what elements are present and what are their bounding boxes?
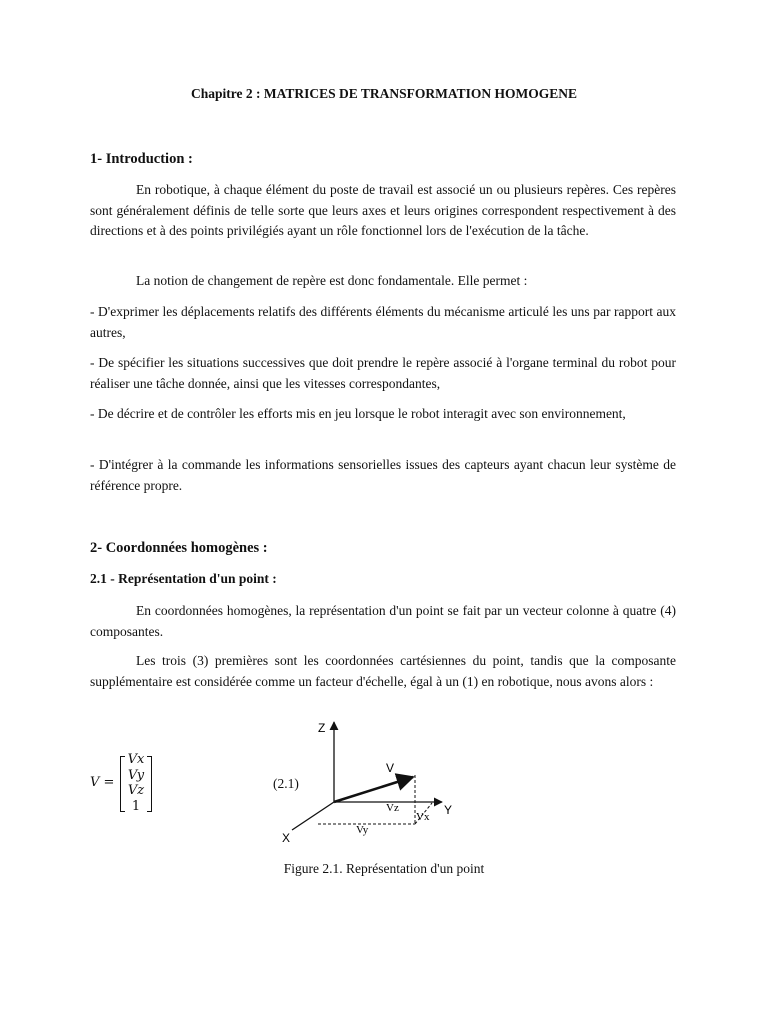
section-1-heading: 1- Introduction : (90, 151, 193, 167)
intro-paragraph: En robotique, à chaque élément du poste de travail est associé un ou plusieurs repères. Ces repères sont généralement définis de telle sorte que leurs axes et leurs origines correspondent respectivement à des directions et à des points privilégiés ayant un rôle fonctionnel lors de l'exécution de la tâche. (90, 182, 676, 238)
notion-paragraph: La notion de changement de repère est donc fondamentale. Elle permet : (136, 273, 528, 288)
equation-number: (2.1) (273, 776, 299, 791)
column-vector (120, 752, 152, 814)
vx-label: Vx (416, 811, 430, 823)
vector-component-y: Vy (127, 767, 145, 783)
vector-component-scale: 1 (131, 798, 141, 814)
right-bracket (147, 756, 152, 812)
section-2-heading: 2- Coordonnées homogènes : (90, 540, 268, 556)
bullet-item-1: - D'exprimer les déplacements relatifs des différents éléments du mécanisme articulé les uns par rapport aux autres, (90, 304, 676, 340)
point-representation-figure (270, 712, 470, 852)
vector-label: V (386, 761, 395, 775)
chapter-title: Chapitre 2 : MATRICES DE TRANSFORMATION HOMOGENE (190, 86, 578, 101)
components-paragraph: Les trois (3) premières sont les coordonnées cartésiennes du point, tandis que la composante supplémentaire est considérée comme un facteur d'échelle, égal à un (1) en robotique, nous avons alors : (90, 653, 676, 689)
bullet-item-2: - De spécifier les situations successives que doit prendre le repère associé à l'organe terminal du robot pour réaliser une tâche donnée, ainsi que les vitesses correspondantes, (90, 355, 676, 391)
subsection-2-1-heading: 2.1 - Représentation d'un point : (90, 571, 277, 586)
bullet-item-4: - D'intégrer à la commande les informations sensorielles issues des capteurs ayant chacun leur système de référence propre. (90, 457, 676, 493)
equation-lhs: V = (90, 775, 115, 790)
bullet-item-3: - De décrire et de contrôler les efforts mis en jeu lorsque le robot interagit avec son environnement, (90, 406, 626, 421)
vector-component-z: Vz (127, 783, 145, 798)
x-axis-label: X (282, 831, 291, 845)
z-axis-label: Z (318, 721, 326, 735)
y-axis-label: Y (444, 803, 453, 817)
figure-caption: Figure 2.1. Représentation d'un point (283, 861, 485, 876)
x-axis (292, 802, 334, 830)
vy-label: Vy (356, 824, 369, 836)
left-bracket (120, 756, 125, 812)
vector-component-x: Vx (127, 752, 145, 767)
vz-label: Vz (386, 802, 399, 814)
vector-v-arrow (334, 777, 413, 802)
homogeneous-paragraph: En coordonnées homogènes, la représentation d'un point se fait par un vecteur colonne à quatre (4) composantes. (90, 603, 676, 639)
vector-equation (90, 752, 170, 814)
